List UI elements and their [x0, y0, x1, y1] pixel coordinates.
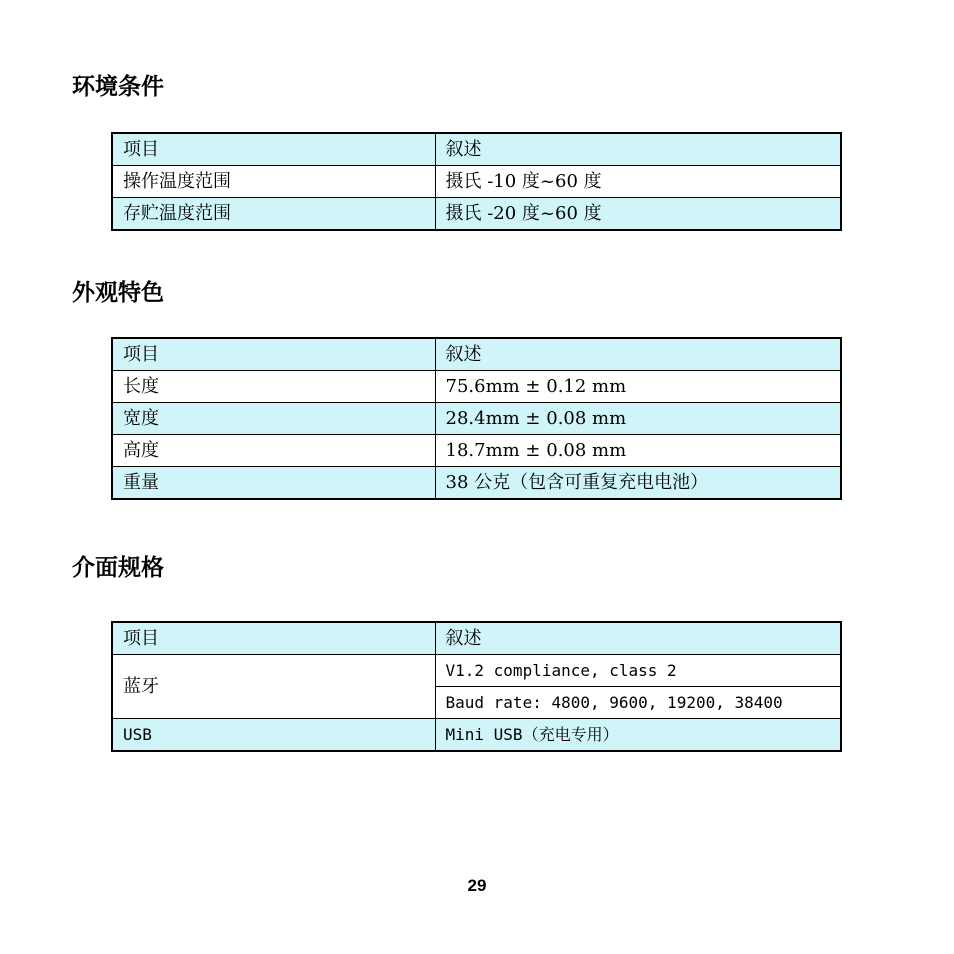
table-row — [112, 655, 841, 687]
row-item: 长度 — [112, 371, 435, 403]
environment-table — [111, 132, 842, 231]
row-item-bluetooth: 蓝牙 — [112, 655, 435, 719]
row-item: 操作温度范围 — [112, 166, 435, 198]
row-description: Baud rate: 4800, 9600, 19200, 38400 — [435, 687, 841, 719]
row-description: 28.4mm ± 0.08 mm — [435, 403, 841, 435]
row-description: V1.2 compliance, class 2 — [435, 655, 841, 687]
row-item: 宽度 — [112, 403, 435, 435]
interface-table — [111, 621, 842, 752]
table-row — [112, 467, 841, 500]
header-item: 项目 — [112, 622, 435, 655]
row-description: 摄氏 -10 度~60 度 — [435, 166, 841, 198]
table-row — [112, 719, 841, 752]
table-row — [112, 435, 841, 467]
section-title-environment: 环境条件 — [72, 74, 164, 100]
table-header-row — [112, 338, 841, 371]
row-description: 75.6mm ± 0.12 mm — [435, 371, 841, 403]
row-item: 存贮温度范围 — [112, 198, 435, 231]
appearance-table — [111, 337, 842, 500]
row-item: USB — [112, 719, 435, 752]
page-number: 29 — [467, 876, 487, 895]
section-title-appearance: 外观特色 — [72, 280, 164, 306]
row-item: 重量 — [112, 467, 435, 500]
header-description: 叙述 — [435, 622, 841, 655]
table-header-row — [112, 133, 841, 166]
table-header-row — [112, 622, 841, 655]
row-description: 18.7mm ± 0.08 mm — [435, 435, 841, 467]
row-description: 摄氏 -20 度~60 度 — [435, 198, 841, 231]
table-row — [112, 403, 841, 435]
section-title-interface: 介面规格 — [72, 555, 164, 581]
header-description: 叙述 — [435, 338, 841, 371]
table-row — [112, 198, 841, 231]
row-item: 高度 — [112, 435, 435, 467]
table-row — [112, 371, 841, 403]
header-description: 叙述 — [435, 133, 841, 166]
table-row — [112, 166, 841, 198]
row-description: 38 公克（包含可重复充电电池） — [435, 467, 841, 500]
row-description: Mini USB（充电专用） — [435, 719, 841, 752]
header-item: 项目 — [112, 133, 435, 166]
header-item: 项目 — [112, 338, 435, 371]
